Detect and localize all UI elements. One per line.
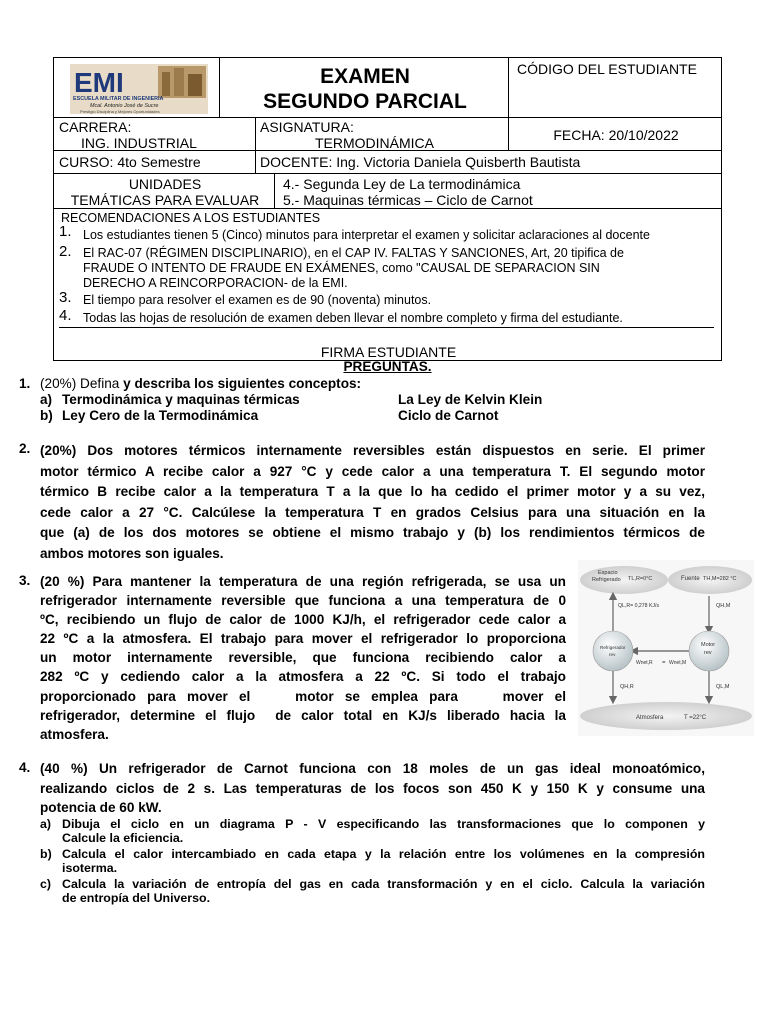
rec-2-line: FRAUDE O INTENTO DE FRAUDE EN EXÁMENES, como "CAUSAL DE SEPARACION SIN [83, 261, 600, 275]
carrera-label: CARRERA: [59, 119, 132, 135]
fecha-cell [508, 117, 722, 151]
q4-item-line: Calcula la variación de entropía del gas en cada transformación y en el ciclo. Calcula la variación [62, 877, 705, 891]
title-cell [219, 57, 509, 118]
rec-2-line: El RAC-07 (RÉGIMEN DISCIPLINARIO), en el CAP IV. FALTAS Y SANCIONES, Art, 20 tipifica de [83, 246, 624, 260]
rec-3-num: 3. [59, 289, 72, 306]
svg-text:ESCUELA MILITAR DE INGENIERIA: ESCUELA MILITAR DE INGENIERIA [73, 96, 164, 102]
q2-line: cede calor a 27 °C. Calcúlese la temperatura T en grados Celsius para una situación en la [40, 504, 705, 520]
q3-line: refrigerador, determine el flujo de calor total en KJ/s liberado hacia la [40, 707, 566, 723]
preguntas-title: PREGUNTAS. [343, 359, 432, 374]
q2-line: ambos motores son iguales. [40, 545, 224, 561]
rec-2-num: 2. [59, 243, 72, 260]
codigo-label: CÓDIGO DEL ESTUDIANTE [517, 61, 697, 77]
carrera-cell [53, 117, 256, 151]
qhr-label: QH,R [620, 684, 634, 690]
exam-title: EXAMEN [320, 65, 410, 88]
q3-number: 3. [19, 573, 31, 588]
exam-subtitle: SEGUNDO PARCIAL [263, 90, 467, 113]
q1-item-concept: Ley Cero de la Termodinámica [62, 408, 259, 423]
q4-item-line: de entropía del Universo. [62, 891, 211, 905]
q1-prompt [40, 376, 361, 392]
recomendaciones-title: RECOMENDACIONES A LOS ESTUDIANTES [61, 211, 321, 225]
q2-line: que (a) de los dos motores se obtiene el mismo trabajo y (b) los rendimientos térmicos de [40, 525, 705, 541]
recomendaciones-cell [53, 208, 722, 361]
q1-item-letter: b) [40, 408, 53, 423]
qlr-label: QL,R= 0,278 KJ/s [618, 603, 660, 609]
q1-item-concept: Termodinámica y maquinas térmicas [62, 392, 300, 407]
q1-number: 1. [19, 376, 31, 391]
q3-line: 282 ºC y cediendo calor a la atmosfera a 22 ºC. Si todo el trabajo [40, 669, 566, 685]
asignatura-label: ASIGNATURA: [260, 119, 354, 135]
q3-line: un motor internamente reversible, que funciona recibiendo calor a [40, 650, 566, 666]
q1-pct: (20%) Defina [40, 376, 120, 391]
unidades-label-cell [53, 173, 275, 209]
rec-3-line: El tiempo para resolver el examen es de 90 (noventa) minutos. [83, 293, 432, 307]
qhm-label: QH,M [716, 603, 731, 609]
rec-2-line: DERECHO A REINCORPORACION- de la EMI. [83, 276, 348, 290]
q4-item-letter: a) [40, 817, 52, 831]
q4-item-letter: b) [40, 847, 52, 861]
refrigerator-diagram [578, 560, 754, 736]
q3-line: atmosfera. [40, 726, 109, 742]
thm-label: TH,M=282 °C [703, 576, 737, 582]
qlm-label: QL,M [716, 684, 730, 690]
refrigerator-circle [593, 631, 633, 671]
q4-line: potencia de 60 kW. [40, 800, 162, 815]
svg-text:Mcal. Antonio José de Sucre: Mcal. Antonio José de Sucre [90, 103, 159, 109]
q3-text [40, 572, 566, 744]
unidades-label: UNIDADES [128, 176, 202, 192]
fuente-label: Fuente [681, 576, 700, 582]
q3-line: refrigerador internamente reversible que funciona a una temperatura de 0 [40, 593, 566, 609]
wm-label: Wnet,M [669, 660, 687, 666]
refrigerador-rev-label: rev [609, 652, 616, 657]
q3-line: 22 ºC a la atmosfera. El trabajo para mover el refrigerador lo proporciona [40, 631, 566, 647]
logo-cell [53, 57, 220, 118]
firma-line [59, 327, 714, 328]
docente: DOCENTE: Ing. Victoria Daniela Quisberth Bautista [260, 154, 581, 170]
rec-1-num: 1. [59, 223, 72, 240]
wr-label: Wnet,R [636, 660, 653, 666]
asignatura-cell [255, 117, 509, 151]
fecha: FECHA: 20/10/2022 [553, 127, 679, 143]
q4-item-line: Calcule la eficiencia. [62, 831, 184, 845]
q2-line: térmico B recibe calor a la temperatura T a la que lo ha cedido el primer motor y a su vez, [40, 484, 705, 500]
motor-rev-label: rev [704, 650, 712, 656]
svg-text:Prestigio Disciplina y Mejores: Prestigio Disciplina y Mejores Oportunidades [80, 109, 160, 114]
rec-4-line: Todas las hojas de resolución de examen deben llevar el nombre completo y firma del estudiante. [83, 311, 623, 325]
unidad-4: 4.- Segunda Ley de La termodinámica [283, 176, 521, 192]
equal-sign: = [662, 660, 666, 666]
unidades-label-2: TEMÁTICAS PARA EVALUAR [70, 192, 260, 208]
q3-line: (20 %) Para mantener la temperatura de una región refrigerada, se usa un [40, 574, 566, 589]
q4-item-line: Calcula el calor intercambiado en cada etapa y la relación entre los volúmenes en la compresión [62, 847, 705, 861]
rec-4-num: 4. [59, 307, 72, 324]
emi-logo [70, 64, 208, 114]
firma-label: FIRMA ESTUDIANTE [320, 344, 457, 360]
t-atm-label: T =22°C [684, 715, 707, 721]
atmosphere-cloud [580, 702, 752, 730]
rec-1-line: Los estudiantes tienen 5 (Cinco) minutos para interpretar el examen y solicitar aclaraciones al docente [83, 228, 650, 242]
q4-item-line: Dibuja el ciclo en un diagrama P - V especificando las transformaciones que lo componen y [62, 817, 705, 831]
codigo-cell [508, 57, 722, 118]
svg-text:EMI: EMI [74, 67, 124, 98]
q1-item-letter: a) [40, 392, 53, 407]
unidad-5: 5.- Maquinas térmicas – Ciclo de Carnot [283, 192, 533, 208]
q1-item-concept: La Ley de Kelvin Klein [398, 392, 543, 407]
q1-text: y describa los siguientes conceptos: [119, 376, 362, 391]
q4-line: (40 %) Un refrigerador de Carnot funciona con 18 moles de un gas ideal monoatómico, [40, 761, 705, 776]
q4-item-line: isoterma. [62, 861, 118, 875]
espacio-label: Espacio [598, 570, 618, 576]
atmosfera-label: Atmosfera [636, 715, 664, 721]
refrigerador-label: Refrigerador [600, 645, 626, 650]
q2-line: (20%) Dos motores térmicos internamente reversibles están dispuestos en serie. El primer [40, 443, 705, 458]
docente-cell [255, 150, 722, 174]
q3-line: proporcionado para mover el motor se emplea para mover el [40, 688, 566, 704]
curso: CURSO: 4to Semestre [59, 154, 201, 170]
carrera-value: ING. INDUSTRIAL [81, 135, 197, 151]
tlr-label: TL,R=0°C [628, 576, 653, 582]
q4-line: realizando ciclos de 2 s. Las temperaturas de los focos son 450 K y 150 K y consume una [40, 780, 705, 796]
unidades-cell [274, 173, 722, 209]
refrigerado-label: Refrigerado [592, 577, 621, 583]
q4-text [40, 759, 705, 818]
q2-text [40, 441, 705, 565]
motor-label: Motor [701, 642, 716, 648]
q1-item-concept: Ciclo de Carnot [398, 408, 499, 423]
q2-number: 2. [19, 441, 31, 456]
asignatura-value: TERMODINÁMICA [315, 135, 434, 151]
q4-item-letter: c) [40, 877, 52, 891]
q4-number: 4. [19, 760, 31, 775]
curso-cell [53, 150, 256, 174]
q3-line: ºC, recibiendo un flujo de calor de 1000 KJ/h, el refrigerador cede calor a [40, 612, 566, 628]
q2-line: motor térmico A recibe calor a 927 °C y cede calor a una temperatura T. El segundo motor [40, 463, 705, 479]
